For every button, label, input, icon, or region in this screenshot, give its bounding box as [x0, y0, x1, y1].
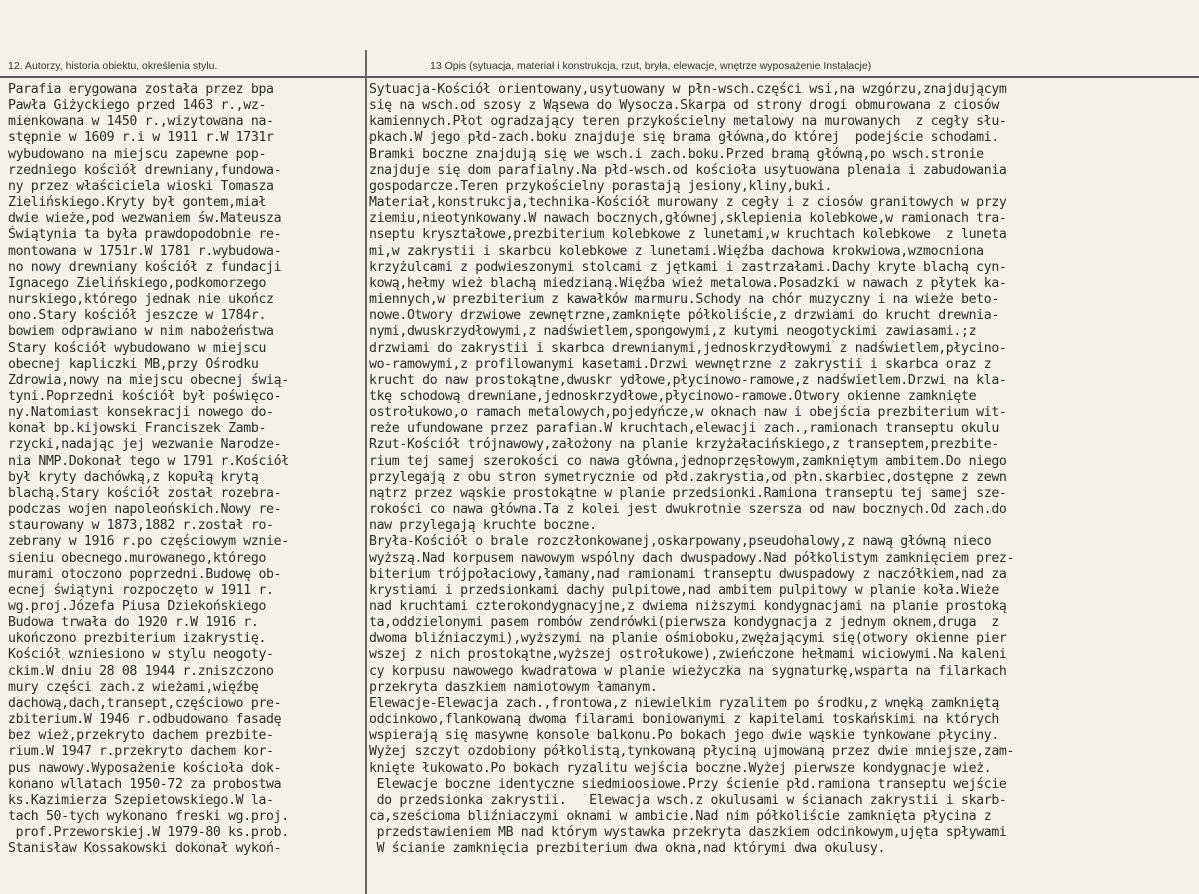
text-line: bowiem odprawiano w nim nabożeństwa	[8, 324, 274, 340]
text-line: wybudowano na miejscu zapewne pop-	[8, 146, 267, 162]
text-line: wo-ramowymi,z profilowanymi kasetami.Drzwi wewnętrzne z zakrystii i skarbca oraz z	[369, 356, 992, 372]
text-line: prof.Przeworskiej.W 1979-80 ks.prob.	[8, 825, 289, 841]
section-13-heading: 13 Opis (sytuacja, materiał i konstrukcja, rzut, bryła, elewacje, wnętrze wyposażenie Instalacje)	[430, 60, 872, 72]
text-line: przekryta daszkiem namiotowym łamanym.	[369, 679, 658, 695]
text-line: dwie wieże,pod wezwaniem św.Mateusza	[8, 211, 282, 227]
text-line: ono.Stary kościół jeszcze w 1784r.	[8, 308, 267, 324]
text-line: no nowy drewniany kościół z fundacji	[8, 259, 282, 275]
text-line: blachą.Stary kościół został rozebra-	[8, 485, 282, 501]
text-line: Budowa trwała do 1920 r.W 1916 r.	[8, 615, 259, 631]
text-line: Pawła Giżyckiego przed 1463 r.,wz-	[8, 98, 267, 114]
text-line: Świątynia ta była prawdopodobnie re-	[8, 227, 282, 243]
text-line: ny przez właściciela wioski Tomasza	[8, 178, 274, 194]
text-line: naw przylegają kruchte boczne.	[369, 518, 597, 534]
text-line: wg.proj.Józefa Piusa Dziekońskiego	[8, 599, 267, 614]
text-line: ks.Kazimierza Szepietowskiego.W la-	[8, 792, 274, 808]
text-line: Kościół wzniesiono w stylu neogoty-	[8, 647, 274, 663]
text-line: krucht do naw prostokątne,dwuskr ydłowe,płycinowo-ramowe,z nadświetlem.Drzwi na kla-	[369, 372, 1007, 388]
text-line: miennych,w prezbiterium z kawałków marmuru.Schody na chór muzyczny i na wieże beto-	[369, 292, 999, 308]
text-line: ny.Natomiast konsekracji nowego do-	[8, 405, 274, 421]
text-line: rzedniego kościół drewniany,fundowa-	[8, 162, 282, 178]
text-line: pkach.W jego płd-zach.boku znajduje się brama główna,do której podejście schodami.	[369, 130, 999, 146]
text-line: dachową,dach,transept,częściowo pre-	[8, 695, 282, 711]
text-line: Materiał,konstrukcja,technika-Kościół murowany z cegły i z ciosów granitowych w przy	[369, 195, 1007, 211]
text-line: mienkowana w 1450 r.,wizytowana na-	[8, 114, 274, 130]
text-line: był kryty dachówką,z kopułą krytą	[8, 469, 259, 485]
text-line: kamiennych.Płot ogradzający teren przykościelny metalowy na murowanych z cegły słu-	[369, 114, 1007, 130]
text-line: nątrz przez wąskie prostokątne w planie przedsionki.Ramiona transeptu tej samej sze-	[369, 485, 1007, 501]
text-line: staurowany w 1873,1882 r.został ro-	[8, 518, 274, 534]
text-line: nurskiego,którego jednak nie ukończ	[8, 292, 274, 308]
text-line: pus nawowy.Wyposażenie kościoła dok-	[8, 760, 282, 776]
text-line: mury części zach.z wieżami,więźbę	[8, 679, 259, 695]
text-line: ta,oddzielonymi pasem rombów zendrówki(pierwsza kondygnacja z jednym oknem,druga z	[369, 615, 999, 631]
text-line: montowana w 1751r.W 1781 r.wybudowa-	[8, 243, 282, 259]
text-line: Zdrowia,nowy na miejscu obecnej świą-	[8, 372, 289, 388]
text-line: tyni.Poprzedni kościół był poświęco-	[8, 388, 282, 404]
text-line: ostrołukowo,o ramach metalowych,pojedyńcze,w oknach naw i obejścia prezbiterium wit-	[369, 405, 1007, 421]
text-line: reże ufundowane przez parafian.W kruchtach,elewacji zach.,ramionach transeptu okulu	[369, 421, 999, 437]
text-line: bez wież,przekryto dachem prezbite-	[8, 728, 274, 744]
text-line: do przedsionka zakrystii. Elewacja wsch.z okulusami w ścianach zakrystii i skarb-	[369, 792, 1007, 808]
text-line: ckim.W dniu 28 08 1944 r.zniszczono	[8, 663, 274, 679]
text-line: Stary kościół wybudowano w miejscu	[8, 340, 267, 356]
text-line: rium tej samej szerokości co nawa główna,jednoprzęsłowym,zamkniętym ambitem.Do niego	[369, 453, 1007, 469]
text-line: W ścianie zamknięcia prezbiterium dwa okna,nad którymi dwa okulusy.	[369, 841, 886, 857]
text-line: kową,hełmy wież blachą miedzianą.Więźba wież metalowa.Posadzki w nawach z płytek ka-	[369, 275, 1007, 291]
text-line: wszej z nich prostokątne,wyższej ostrołukowe),zwieńczone hełmami wiciowymi.Na kaleni	[369, 647, 1007, 663]
text-line: Wyżej szczyt ozdobiony półkolistą,tynkowaną płyciną ujmowaną przez dwie mniejsze,zam-	[369, 744, 1015, 760]
text-line: rium.W 1947 r.przekryto dachem kor-	[8, 744, 274, 760]
section-12-heading: 12. Autorzy, historia obiektu, określenia stylu.	[8, 60, 218, 72]
text-line: murami otoczono poprzedni.Budowę ob-	[8, 566, 282, 582]
text-line: nymi,dwuskrzydłowymi,z nadświetlem,spongowymi,z kutymi neogotyckimi zawiasami.;z	[369, 324, 977, 340]
text-line: zebrany w 1916 r.po częściowym wznie-	[8, 534, 289, 550]
text-line: gospodarcze.Teren przykościelny porastają jesiony,kliny,buki.	[369, 178, 832, 194]
text-line: Bryła-Kościół o brale rozczłonkowanej,oskarpowany,pseudohalowy,z nawą główną nieco	[369, 534, 992, 550]
text-line: konano wllatach 1950-72 za probostwa	[8, 776, 282, 792]
text-line: zbiterium.W 1946 r.odbudowano fasadę	[8, 712, 282, 728]
text-line: nowe.Otwory drzwiowe zewnętrzne,zamknięte półkoliście,z drzwiami do krucht drewnia-	[369, 308, 999, 324]
text-line: wyższą.Nad korpusem nawowym wspólny dach dwuspadowy.Nad półkolistym zamknięciem prez-	[369, 550, 1015, 566]
text-line: Zielińskiego.Kryty był gontem,miał	[8, 195, 267, 211]
history-text-column	[8, 82, 364, 894]
text-line: sieniu obecnego.murowanego,którego	[8, 550, 267, 566]
text-line: nseptu kryształowe,prezbiterium kolebkowe z lunetami,w kruchtach kolebkowe z luneta	[369, 227, 1007, 243]
text-line: krzyżulcami z podwieszonymi stolcami z jętkami i zastrzałami.Dachy kryte blachą cyn-	[369, 259, 1007, 275]
text-line: Parafia erygowana została przez bpa	[8, 82, 274, 97]
text-line: podczas wojen napoleońskich.Nowy re-	[8, 502, 282, 518]
text-line: stępnie w 1609 r.i w 1911 r.W 1731r	[8, 130, 274, 146]
text-line: odcinkowo,flankowaną dwoma filarami boniowanymi z kapitelami toskańskimi na których	[369, 712, 999, 728]
text-line: mi,w zakrystii i skarbcu kolebkowe z lunetami.Więźba dachowa krokwiowa,wzmocniona	[369, 243, 984, 259]
text-line: krystiami i przedsionkami dachy pulpitowe,nad ambitem pulpitowy w planie koła.Wieże	[369, 582, 999, 598]
text-line: ukończono prezbiterium izakrystię.	[8, 631, 267, 647]
text-line: Stanisław Kossakowski dokonał wykoń-	[8, 841, 282, 857]
description-text-column	[369, 82, 1199, 894]
text-line: nad kruchtami czterokondygnacyjne,z dwiema niższymi kondygnacjami na planie prostoką	[369, 599, 1007, 614]
text-line: biterium trójpołaciowy,łamany,nad ramionami transeptu dwuspadowy z naczółkiem,nad za	[369, 566, 1007, 582]
text-line: przylegają z obu stron symetrycznie od płd.zakrystia,od płn.skarbiec,dostępne z zewn	[369, 469, 1007, 485]
text-line: knięte łukowato.Po bokach ryzalitu wejścia boczne.Wyżej pierwsze kondygnacje wież.	[369, 760, 992, 776]
text-line: Bramki boczne znajdują się we wsch.i zach.boku.Przed bramą główną,po wsch.stronie	[369, 146, 984, 162]
text-line: dwoma bliźniaczymi),wyższymi na planie ośmioboku,zwężającymi się(otwory okienne pier	[369, 631, 1007, 647]
text-line: drzwiami do zakrystii i skarbca drewnianymi,jednoskrzydłowymi z nadświetlem,płycino-	[369, 340, 1007, 356]
text-line: rzycki,nadając jej wezwanie Narodze-	[8, 437, 282, 453]
header-divider	[0, 76, 1199, 78]
text-line: się na wsch.od szosy z Wąsewa do Wysocza.Skarpa od strony drogi obmurowana z ciosów	[369, 98, 999, 114]
text-line: Rzut-Kościół trójnawowy,założony na planie krzyżałacińskiego,z transeptem,prezbite-	[369, 437, 999, 453]
text-line: nia NMP.Dokonał tego w 1791 r.Kościół	[8, 453, 289, 469]
text-line: Elewacje boczne identyczne siedmioosiowe.Przy ścienie płd.ramiona transeptu wejście	[369, 776, 1007, 792]
text-line: Elewacje-Elewacja zach.,frontowa,z niewielkim ryzalitem po środku,z wnęką zamkniętą	[369, 695, 999, 711]
text-line: konał bp.kijowski Franciszek Zamb-	[8, 421, 267, 437]
column-divider	[365, 50, 367, 894]
text-line: obecnej kapliczki MB,przy Ośrodku	[8, 356, 259, 372]
text-line: przedstawieniem MB nad którym wystawka przekryta daszkiem odcinkowym,ujęta spływami	[369, 825, 1007, 841]
text-line: tkę schodową drewniane,jednoskrzydłowe,płycinowo-ramowe.Otwory okienne zamknięte	[369, 388, 984, 404]
text-line: rokości co nawa główna.Ta z kolei jest dwukrotnie szersza od naw bocznych.Od zach.do	[369, 502, 1007, 518]
text-line: ca,sześcioma bliźniaczymi oknami w ambicie.Nad nim półkoliście zamknięta płycina z	[369, 809, 992, 825]
text-line: znajduje się dom parafialny.Na płd-wsch.od kościoła usytuowana plenaia i zabudowania	[369, 162, 1007, 178]
text-line: ecnej świątyni rozpoczęto w 1911 r.	[8, 582, 274, 598]
text-line: ziemiu,nieotynkowany.W nawach bocznych,głównej,sklepienia kolebkowe,w ramionach tra-	[369, 211, 1007, 227]
text-line: Ignacego Zielińskiego,podkomorzego	[8, 275, 267, 291]
text-line: wspierają się masywne konsole balkonu.Po bokach jego dwie wąskie tynkowane płyciny.	[369, 728, 999, 744]
text-line: Sytuacja-Kościół orientowany,usytuowany w płn-wsch.części wsi,na wzgórzu,znajdującym	[369, 82, 1007, 97]
text-line: tach 50-tych wykonano freski wg.proj.	[8, 809, 289, 825]
text-line: cy korpusu nawowego kwadratowa w planie wieżyczka na sygnaturkę,wsparta na filarkach	[369, 663, 1007, 679]
